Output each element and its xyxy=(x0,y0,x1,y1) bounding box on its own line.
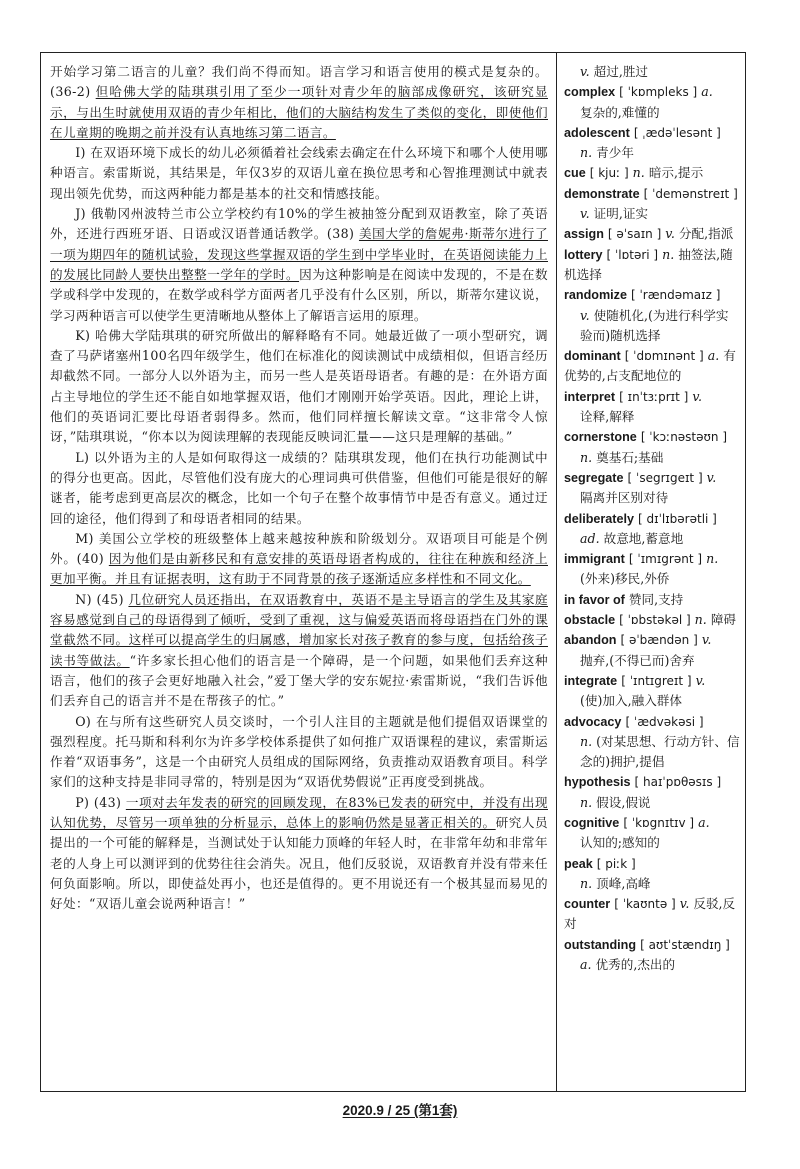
vocab-entry: segregate [ ˈsegrɪgeɪt ] v. 隔离并区别对待 xyxy=(564,469,717,506)
vocab-entry: peak [ piːk ] n. 顶峰,高峰 xyxy=(564,856,651,891)
vocab-entry: advocacy [ ˈædvəkəsi ] n. (对某思想、行动方针、信念的)拥护,提倡 xyxy=(564,714,740,770)
paragraph-k: K) 哈佛大学陆琪琪的研究所做出的解释略有不同。她最近做了一项小型研究，调查了马萨诸塞州100名四年级学生，他们在标准化的阅读测试中成绩相似，但语言经历却截然不同。一部分人以外语为主，而另一些人是英语母语者。有趣的是：在外语方面占主导地位的学生还不能自如地掌握双语，他们才刚刚开始学英语。因此，理论上讲，他们的英语词汇要比母语者弱得多。然而，他们同样擅长解读文章。“这非常令人惊讶，”陆琪琪说，“你本以为阅读理解的表现能反映词汇量——这只是理解的基础。” xyxy=(50,327,548,445)
paragraph-m: M) 美国公立学校的班级整体上越来越按种族和阶级划分。双语项目可能是个例外。(40) 因为他们是由新移民和有意安排的英语母语者构成的，往往在种族和经济上更加平衡。并且有证据表明，这有助于不同背景的孩子逐渐适应多样性和不同文化。 xyxy=(50,530,548,587)
underlined-sentence-43: 一项对去年发表的研究的回顾发现，在83%已发表的研究中，并没有出现认知优势，尽管另一项单独的分析显示，总体上的影响仍然是显著正相关的。 xyxy=(50,794,548,830)
vocab-entry: integrate [ ˈɪntɪgreɪt ] v. (使)加入,融入群体 xyxy=(564,672,706,709)
vocabulary-column xyxy=(564,62,740,1086)
underlined-sentence-36: 但哈佛大学的陆琪琪引用了至少一项针对青少年的脑部成像研究，该研究显示，与出生时就使用双语的青少年相比，他们的大脑结构发生了类似的变化，即使他们在儿童期的晚期之前并没有认真地练习第二语言。 xyxy=(50,84,548,140)
vocab-entry: cornerstone [ ˈkɔːnəstəʊn ] n. 奠基石;基础 xyxy=(564,430,728,465)
vocab-entry: demonstrate [ ˈdemənstreɪt ] v. 证明,证实 xyxy=(564,186,738,222)
paragraph-j: J) 俄勒冈州波特兰市公立学校约有10%的学生被抽签分配到双语教室，除了英语外，还进行西班牙语、日语或汉语普通话教学。(38) 美国大学的詹妮弗·斯蒂尔进行了一项为期四年的随机试验，发现这些掌握双语的学生到中学毕业时，在英语阅读能力上的发展比同龄人要快出整整一学年的学时。因为这种影响是在阅读中发现的，不是在数学或科学中发现的，在数学或科学方面两者几乎没有什么区别，所以，斯蒂尔建议说，学习两种语言可以使学生更清晰地从整体上了解语言运用的原理。 xyxy=(50,206,548,323)
paragraph-o: O) 在与所有这些研究人员交谈时，一个引人注目的主题就是他们提倡双语课堂的强烈程度。托马斯和科利尔为许多学校体系提供了如何推广双语课程的建议，索雷斯运作着“双语事务”，这是一个由研究人员组成的国际网络，负责推动双语教育项目。科学家们的这种支持是非同寻常的，特别是因为“双语优势假说”正再度受到挑战。 xyxy=(50,713,548,790)
paragraph-p: P) (43) 一项对去年发表的研究的回顾发现，在83%已发表的研究中，并没有出现认知优势，尽管另一项单独的分析显示，总体上的影响仍然是显著正相关的。研究人员提出的一个可能的解释是，当测试处于认知能力顶峰的年轻人时，在非常年幼和非常年老的人身上可以测评到的优势往往会消失。况且，他们反驳说，双语教育并没有带来任何负面影响。所以，即使益处再小，也还是值得的。更不用说还有一个极其显而易见的好处：“双语儿童会说两种语言！” xyxy=(50,794,548,912)
vocab-entry: counter [ ˈkaʊntə ] v. 反驳,反对 xyxy=(564,896,736,932)
vocab-entry: hypothesis [ haɪˈpɒθəsɪs ] n. 假设,假说 xyxy=(564,775,722,810)
paragraph-l: L) 以外语为主的人是如何取得这一成绩的？陆琪琪发现，他们在执行功能测试中的得分也更高。因此，尽管他们没有庞大的心理词典可供借鉴，但他们可能是很好的解谜者，能考虑到更高层次的概念，比如一个句子在整个故事情节中是否有意义。通过迂回的途径，他们得到了和母语者相同的结果。 xyxy=(50,449,548,526)
column-divider xyxy=(556,52,557,1092)
main-text-column xyxy=(50,62,548,1086)
vocab-entry: lottery [ ˈlɒtəri ] n. 抽签法,随机选择 xyxy=(564,246,733,282)
paragraph-i: I) 在双语环境下成长的幼儿必须循着社会线索去确定在什么环境下和哪个人使用哪种语言。索雷斯说，其结果是，年仅3岁的双语儿童在换位思考和心智推理测试中就表现出领先优势，而这两种能力都是基本的社交和情感技能。 xyxy=(50,145,548,201)
page-footer xyxy=(0,1099,800,1119)
vocab-entry: outstanding [ aʊtˈstændɪŋ ] a. 优秀的,杰出的 xyxy=(564,937,730,973)
paragraph-continuation: 开始学习第二语言的儿童？我们尚不得而知。语言学习和语言使用的模式是复杂的。(36-2) 但哈佛大学的陆琪琪引用了至少一项针对青少年的脑部成像研究，该研究显示，与出生时就使用双语的青少年相比，他们的大脑结构发生了类似的变化，即使他们在儿童期的晚期之前并没有认真地练习第二语言。 xyxy=(50,64,548,140)
vocab-entry: abandon [ əˈbændən ] v. 抛弃,(不得已而)舍弃 xyxy=(564,632,712,668)
vocab-entry: dominant [ ˈdɒmɪnənt ] a. 有优势的,占支配地位的 xyxy=(564,348,736,384)
vocab-entry: cognitive [ ˈkɒgnɪtɪv ] a. 认知的;感知的 xyxy=(564,814,710,851)
vocab-entry: randomize [ ˈrændəmaɪz ] v. 使随机化,(为进行科学实验而)随机选择 xyxy=(564,288,729,343)
vocab-entry: v. 超过,胜过 xyxy=(580,64,649,79)
vocab-entry: deliberately [ dɪˈlɪbərətli ] ad. 故意地,蓄意地 xyxy=(564,511,717,546)
underlined-sentence-45: 几位研究人员还指出，在双语教育中，英语不是主导语言的学生及其家庭容易感觉到自己的母语得到了倾听，受到了重视，这与偏爱英语而将母语挡在门外的课堂截然不同。这样可以提高学生的归属感，增加家长对孩子教育的参与度，包括给孩子读书等做法。 xyxy=(50,591,548,668)
vocab-entry: interpret [ ɪnˈtɜːprɪt ] v. 诠释,解释 xyxy=(564,388,702,425)
vocab-entry: in favor of 赞同,支持 xyxy=(564,591,684,607)
vocab-entry: adolescent [ ˌædəˈlesənt ] n. 青少年 xyxy=(564,125,721,161)
underlined-sentence-40: 因为他们是由新移民和有意安排的英语母语者构成的，往往在种族和经济上更加平衡。并且有证据表明，这有助于不同背景的孩子逐渐适应多样性和不同文化。 xyxy=(50,551,548,587)
vocab-entry: immigrant [ ˈɪmɪgrənt ] n. (外来)移民,外侨 xyxy=(564,551,719,587)
vocab-entry: assign [ əˈsaɪn ] v. 分配,指派 xyxy=(564,226,734,242)
paragraph-n: N) (45) 几位研究人员还指出，在双语教育中，英语不是主导语言的学生及其家庭容易感觉到自己的母语得到了倾听，受到了重视，这与偏爱英语而将母语挡在门外的课堂截然不同。这样可以提高学生的归属感，增加家长对孩子教育的参与度，包括给孩子读书等做法。“许多家长担心他们的语言是一个障碍，是一个问题，如果他们丢弃这种语言，他们的孩子会更好地融入社会，”爱丁堡大学的安东妮拉·索雷斯说，“我们告诉他们丢弃自己的语言并不是在帮孩子的忙。” xyxy=(50,591,548,709)
vocab-entry: complex [ ˈkɒmpleks ] a. 复杂的,难懂的 xyxy=(564,84,713,120)
vocab-entry: obstacle [ ˈɒbstəkəl ] n. 障碍 xyxy=(564,612,736,628)
underlined-sentence-38: 美国大学的詹妮弗·斯蒂尔进行了一项为期四年的随机试验，发现这些掌握双语的学生到中学毕业时，在英语阅读能力上的发展比同龄人要快出整整一学年的学时。 xyxy=(50,226,548,282)
vocab-entry: cue [ kjuː ] n. 暗示,提示 xyxy=(564,165,704,181)
page-number: 2020.9 / 25 (第1套) xyxy=(342,1103,458,1118)
